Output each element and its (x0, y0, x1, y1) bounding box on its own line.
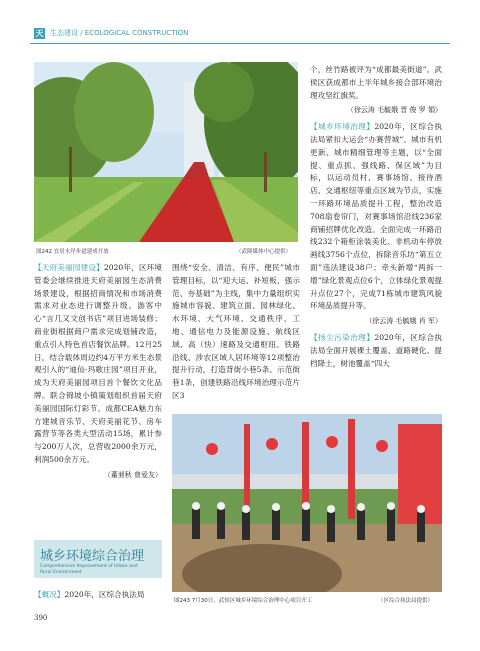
section-tag: 【扬尘污染治理】 (310, 332, 375, 342)
right-column (310, 64, 442, 371)
paragraph: 围绕“安全、清洁、有序、便民”城市管理目标，以“迎大运、补短板、强示范、夯基础”为主线，集中力量组织实施城市容貌、建筑立面、园林绿化、水环境、大气环境、交通秩序、工地、通信电力及能源设施、航线区域、高（快）速路及交通枢纽、铁路沿线、涉农区域人居环境等12项整治提升行动，打造背街小巷5条、示范街巷1条，创建铁路沿线环境治理示范片区3 (172, 263, 300, 400)
figure-242-photo (34, 62, 298, 242)
paragraph (310, 332, 442, 370)
figure-243-photo (172, 414, 442, 592)
section-title: 城乡环境综合治理 (40, 549, 145, 564)
paragraph-text: 2020年，区综合执法局紧扣大运会“办赛营城”、城市有机更新、城市精细管理等主题，以“全面提、重点抓、强线路、保区域”为目标，以运动员村、赛事场馆、接待酒店、交通枢纽等重点区域为节点，实施一环路环境品质提升工程，整治改造708扇卷帘门，对赛事场馆沿线236家商铺招牌优化改造。全面完成一环路沿线232个箱柜涂装美化、非机动车停放画线3756个点位，拆除音乐坊“第五立面”违法建设38户；牵头新增“两拆一增”绿化景观点位6个，立体绿化景观提升点位27个，完成71栋城市建筑风貌环境品质提升等。 (310, 122, 443, 311)
section-tag: 【城乡环境治理】 (310, 122, 375, 132)
chapter-icon: 天 (35, 29, 44, 38)
overview-paragraph (34, 589, 162, 603)
author-signature: （徐云涛 毛毓娥 肖 军） (365, 317, 442, 326)
page-number: 390 (34, 614, 48, 622)
section-tag: 【概况】 (34, 590, 65, 599)
paragraph-text: 2020年，区综合执法局全面开展裸土覆盖、道路硬化、提档降土，树池覆盖“四大 (310, 332, 443, 368)
paragraph-text: 2020年，区综合执法局 (64, 590, 145, 599)
figure-242-caption: 图242 宜居水岸步道建成开放 (36, 249, 109, 255)
header-rule (30, 43, 450, 44)
paragraph (34, 589, 162, 602)
author-signature: （徐云涛 毛毓娥 晋 俊 罗 娟） (346, 106, 442, 115)
paragraph: 个，丝竹路被评为“成都最美街道”。武侯区获成都市上半年城乡接合部环境治理攻坚红旗奖。 (310, 65, 442, 100)
section-english-title: Comprehensive Improvement of Urban and Rural Environment (40, 564, 138, 575)
section-tag: 【天府美丽园建设】 (34, 263, 104, 272)
section-banner (34, 540, 162, 578)
figure-243-caption: 图243 7月30日，武侯区城乡环境综合治理中心项目开工 (174, 598, 313, 604)
figure-243-credit: （区综合执法局提供） (378, 598, 434, 604)
left-column (34, 262, 162, 486)
running-header (30, 26, 450, 42)
middle-column (172, 262, 300, 404)
figure-242-credit: （武隆媒体中心提供） (236, 249, 292, 255)
paragraph-text: 2020年，区环境管委会继续推进天府美丽园生态消费场景建设，根据招商情况和市场消费需求对业态进行调整升级。游客中心“言几又文创书店”项目进场装修；商业街根据商户需求完成划铺改造，重点引入特色首店餐饮品牌。12月25日，结合载体周边约4万平方米生态景观引入的“迪仙·玛歌庄园”项目开业，成为天府美丽园项目首个餐饮文化品牌。联合锦坡小镇策划组织首届天府美丽园国际灯彩节。成都CEA魅力东方建城音乐节、天府美丽花节、房车露营节等各类大型活动15场，累计参与200万人次，总营收2000余万元，利润500余万元。 (34, 263, 162, 464)
author-signature: （董昶秋 曾爱友） (103, 470, 162, 479)
paragraph (310, 121, 442, 313)
paragraph (34, 262, 162, 467)
chapter-title: 生态建设 / ECOLOGICAL CONSTRUCTION (50, 29, 189, 37)
